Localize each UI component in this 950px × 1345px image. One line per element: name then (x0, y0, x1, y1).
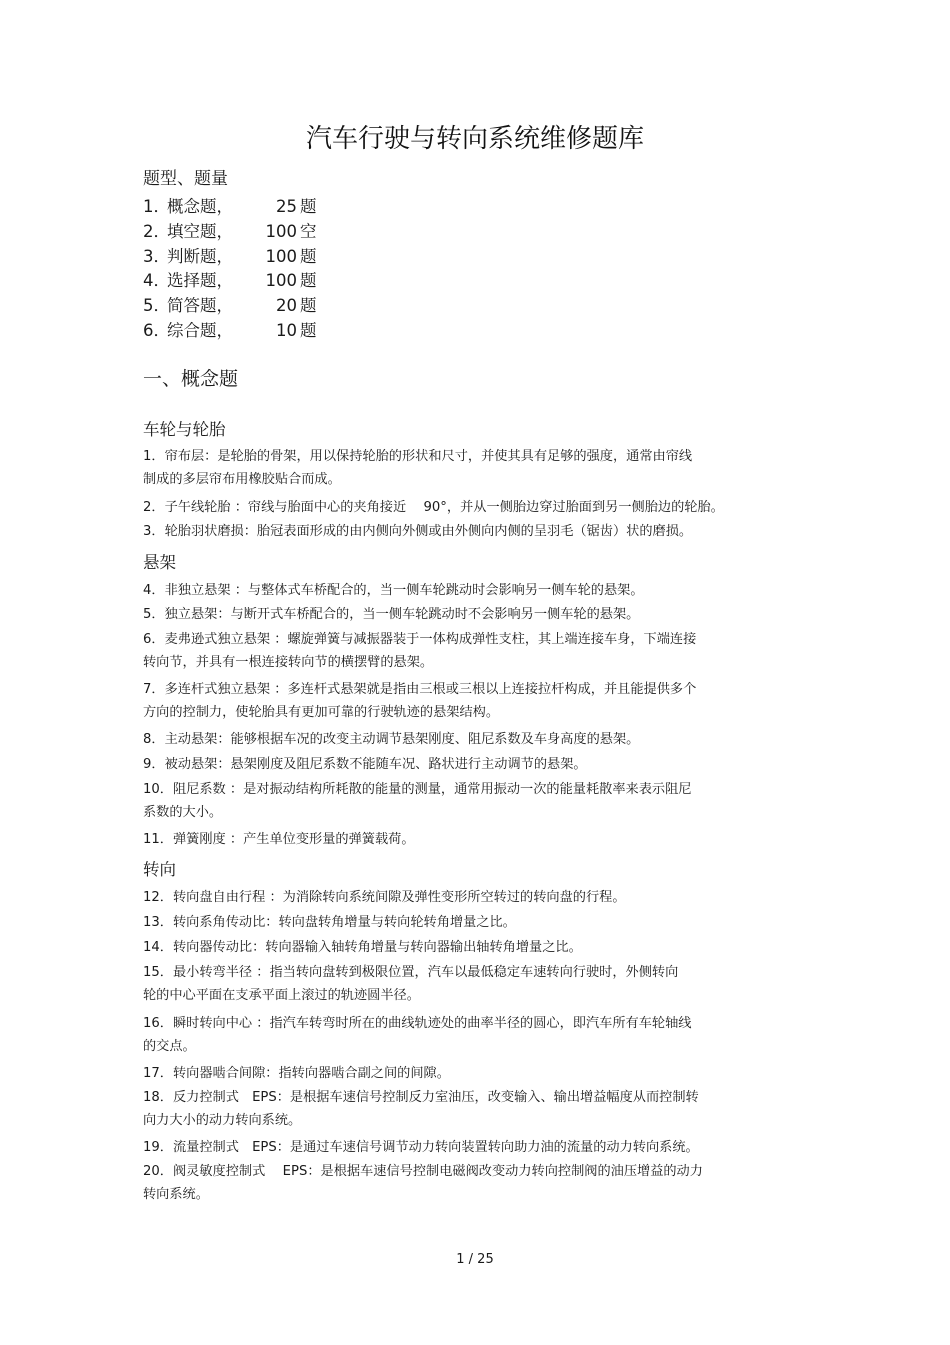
type-number: 1． (143, 197, 170, 216)
item-text: 4．非独立悬架 ：与整体式车桥配合的，当一侧车轮跳动时会影响另一侧车轮的悬架。 (143, 583, 644, 598)
definition-item (143, 580, 813, 603)
definition-item (143, 521, 813, 544)
type-unit: 空 (300, 221, 317, 241)
section-title: 一、概念题 (143, 368, 239, 390)
item-text: 11．弹簧刚度 ：产生单位变形量的弹簧载荷。 (143, 832, 415, 847)
item-text: 2．子午线轮胎 ：帘线与胎面中心的夹角接近 90°，并从一侧胎边穿过胎面到另一侧胎边的轮胎。 (143, 500, 724, 515)
definition-item (143, 912, 813, 935)
type-unit: 题 (300, 320, 317, 340)
item-text: 20．阀灵敏度控制式 EPS：是根据车速信号控制电磁阀改变动力转向控制阀的油压增益的动力 (143, 1164, 703, 1179)
definition-item (143, 1063, 813, 1086)
list-item (143, 319, 317, 344)
type-number: 2． (143, 221, 170, 241)
type-number: 4． (143, 271, 170, 291)
item-text: 1．帘布层：是轮胎的骨架，用以保持轮胎的形状和尺寸，并使其具有足够的强度，通常由帘线 (143, 449, 693, 464)
item-text: 13．转向系角传动比：转向盘转角增量与转向轮转角增量之比。 (143, 915, 516, 930)
item-text-cont: 转向系统。 (143, 1186, 209, 1202)
definition-item (143, 1087, 813, 1132)
type-number: 3． (143, 246, 170, 266)
type-number: 6． (143, 320, 170, 340)
definition-item (143, 1161, 813, 1206)
type-name: 填空题， (167, 221, 233, 241)
list-item (143, 220, 317, 245)
definition-item (143, 679, 813, 724)
definition-item (143, 497, 813, 520)
type-unit: 题 (300, 296, 317, 316)
definition-item (143, 887, 813, 910)
type-count: 25 (276, 197, 297, 216)
definition-item (143, 604, 813, 627)
type-count: 10 (276, 320, 297, 340)
category-heading-steering: 转向 (143, 860, 176, 879)
category-heading-suspension: 悬架 (143, 553, 176, 572)
type-unit: 题 (300, 197, 317, 216)
item-text: 5．独立悬架：与断开式车桥配合的，当一侧车轮跳动时不会影响另一侧车轮的悬架。 (143, 607, 640, 622)
type-name: 简答题， (167, 296, 233, 316)
definition-item (143, 962, 813, 1007)
type-count: 20 (276, 296, 297, 316)
item-text: 3．轮胎羽状磨损：胎冠表面形成的由内侧向外侧或由外侧向内侧的呈羽毛（锯齿）状的磨损。 (143, 524, 693, 539)
definition-item (143, 829, 813, 852)
item-text: 12．转向盘自由行程 ：为消除转向系统间隙及弹性变形所空转过的转向盘的行程。 (143, 890, 626, 905)
type-unit: 题 (300, 271, 317, 291)
item-text: 19．流量控制式 EPS：是通过车速信号调节动力转向装置转向助力油的流量的动力转向系统。 (143, 1140, 699, 1155)
item-text: 15．最小转弯半径 ：指当转向盘转到极限位置，汽车以最低稳定车速转向行驶时，外侧转向 (143, 965, 679, 980)
page-number: 1 / 25 (456, 1252, 494, 1267)
item-text: 7．多连杆式独立悬架 ：多连杆式悬架就是指由三根或三根以上连接拉杆构成，并且能提供多个 (143, 682, 697, 697)
type-count: 100 (265, 271, 297, 291)
item-text: 9．被动悬架：悬架刚度及阻尼系数不能随车况、路状进行主动调节的悬架。 (143, 757, 587, 772)
list-item (143, 195, 317, 220)
definition-item (143, 754, 813, 777)
item-text: 6．麦弗逊式独立悬架 ：螺旋弹簧与减振器装于一体构成弹性支柱，其上端连接车身，下端连接 (143, 632, 697, 647)
item-text-cont: 制成的多层帘布用橡胶贴合而成。 (143, 471, 341, 487)
category-heading-wheel: 车轮与轮胎 (143, 420, 226, 439)
definition-item (143, 446, 813, 491)
definition-item (143, 779, 813, 824)
definition-item (143, 1013, 813, 1058)
item-text-cont: 的交点。 (143, 1038, 196, 1054)
question-type-list (143, 195, 317, 344)
definition-item (143, 1137, 813, 1160)
type-count: 100 (265, 221, 297, 241)
type-name: 选择题， (167, 271, 233, 291)
document-title: 汽车行驶与转向系统维修题库 (305, 124, 644, 154)
definition-item (143, 629, 813, 674)
type-name: 概念题， (167, 197, 233, 216)
list-item (143, 294, 317, 319)
list-item (143, 269, 317, 294)
type-count: 100 (265, 246, 297, 266)
types-heading: 题型、题量 (143, 169, 228, 189)
item-text: 18．反力控制式 EPS：是根据车速信号控制反力室油压，改变输入、输出增益幅度从而控制转 (143, 1090, 699, 1105)
definition-item (143, 937, 813, 960)
type-number: 5． (143, 296, 170, 316)
type-unit: 题 (300, 246, 317, 266)
item-text: 16．瞬时转向中心 ：指汽车转弯时所在的曲线轨迹处的曲率半径的圆心，即汽车所有车轮轴线 (143, 1016, 692, 1031)
item-text: 17．转向器啮合间隙：指转向器啮合副之间的间隙。 (143, 1066, 450, 1081)
definition-item (143, 729, 813, 752)
list-item (143, 245, 317, 270)
item-text-cont: 轮的中心平面在支承平面上滚过的轨迹圆半径。 (143, 987, 420, 1003)
item-text: 8．主动悬架：能够根据车况的改变主动调节悬架刚度、阻尼系数及车身高度的悬架。 (143, 732, 640, 747)
item-text-cont: 向力大小的动力转向系统。 (143, 1112, 302, 1128)
item-text-cont: 方向的控制力，使轮胎具有更加可靠的行驶轨迹的悬架结构。 (143, 704, 500, 720)
type-name: 判断题， (167, 246, 233, 266)
item-text-cont: 系数的大小。 (143, 804, 223, 820)
item-text: 14．转向器传动比：转向器输入轴转角增量与转向器输出轴转角增量之比。 (143, 940, 582, 955)
item-text-cont: 转向节，并具有一根连接转向节的横摆臂的悬架。 (143, 654, 434, 670)
type-name: 综合题， (167, 320, 233, 340)
item-text: 10．阻尼系数 ：是对振动结构所耗散的能量的测量，通常用振动一次的能量耗散率来表示阻尼 (143, 782, 692, 797)
